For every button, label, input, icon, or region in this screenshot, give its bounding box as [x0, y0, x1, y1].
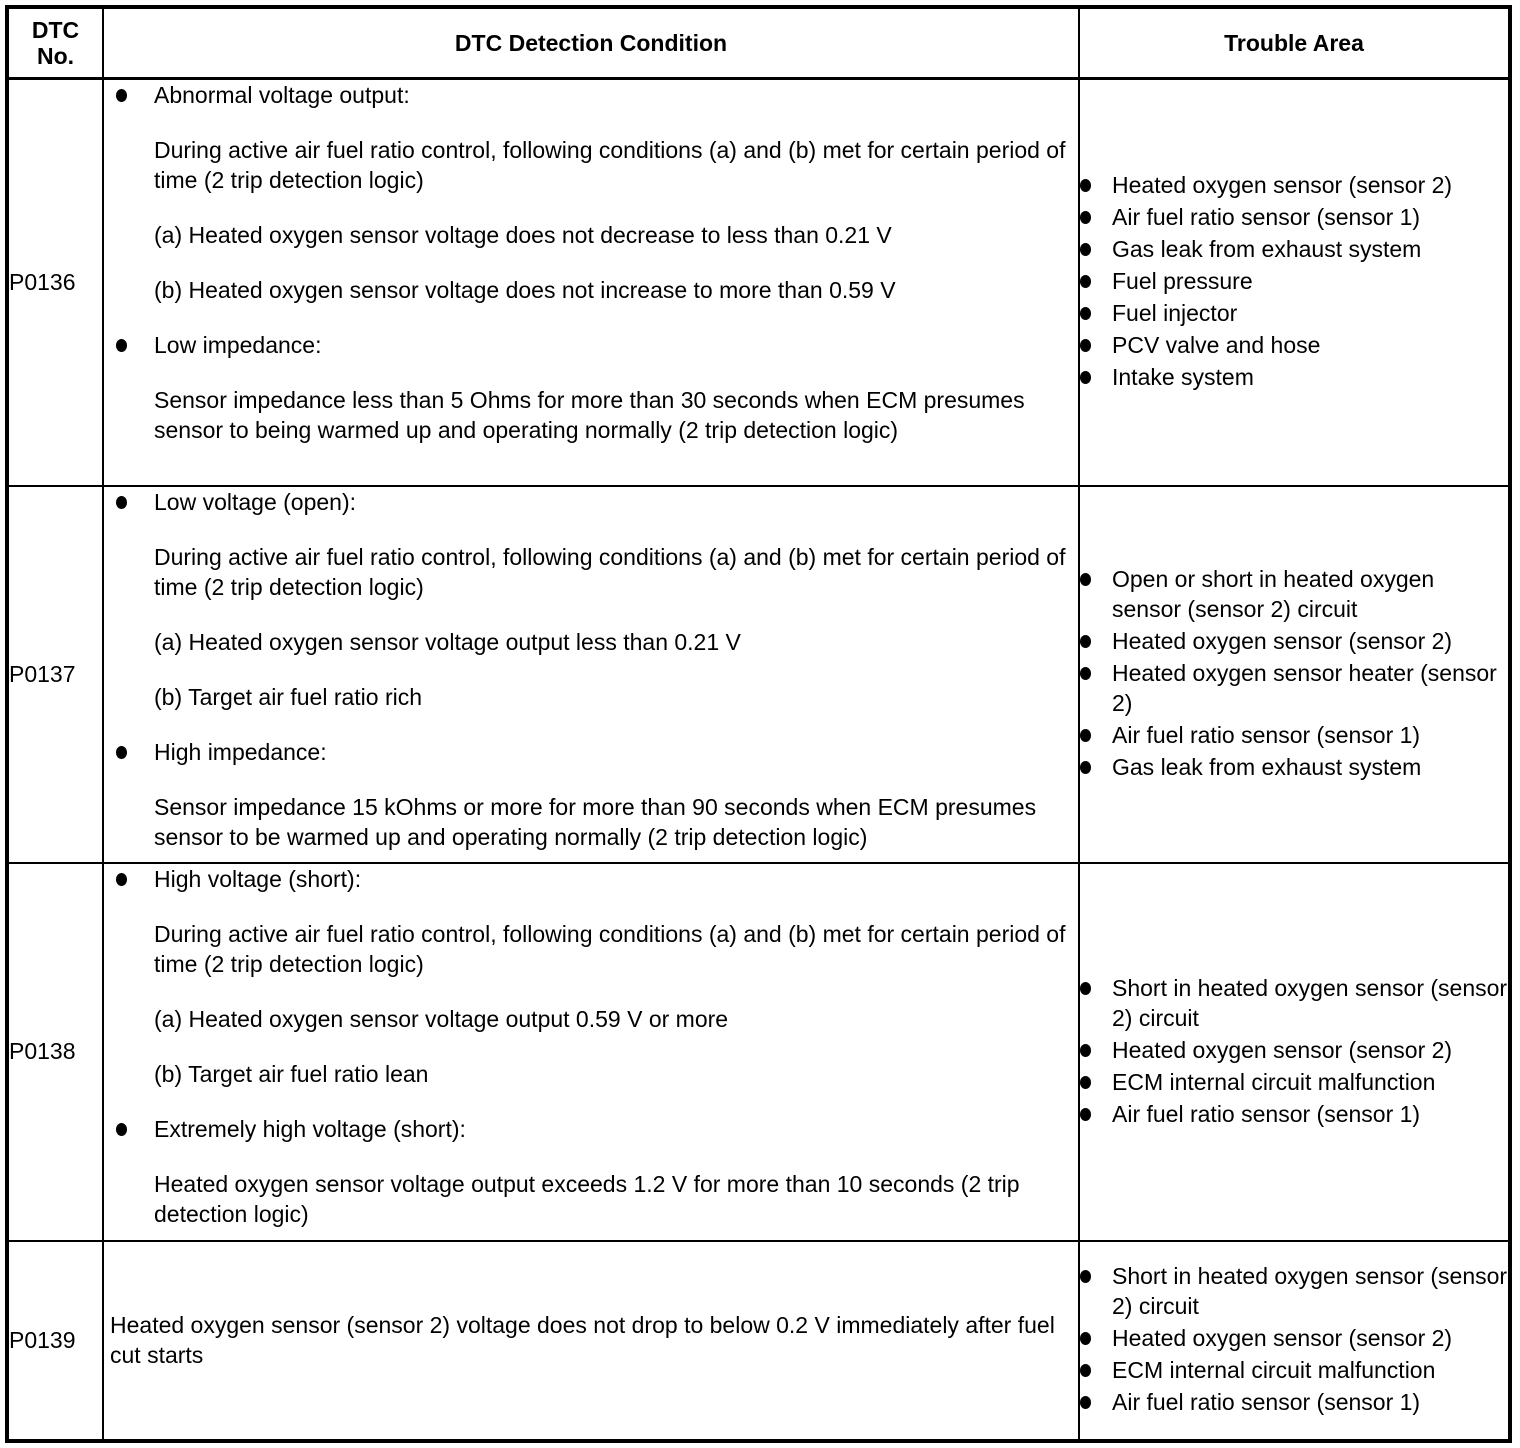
area-item: Air fuel ratio sensor (sensor 1) [1080, 720, 1508, 750]
area-item: Fuel injector [1080, 298, 1508, 328]
bullet-icon [1080, 1044, 1091, 1057]
bullet-icon [1080, 1270, 1091, 1283]
bullet-icon [116, 89, 127, 102]
dtc-code: P0137 [7, 486, 103, 863]
condition-title: Extremely high voltage (short): [154, 1115, 466, 1142]
detection-condition [103, 863, 1079, 1241]
bullet-icon [1080, 211, 1091, 224]
condition-title: Low voltage (open): [154, 488, 357, 515]
trouble-area [1079, 79, 1510, 486]
bullet-icon [116, 746, 127, 759]
area-item: Air fuel ratio sensor (sensor 1) [1080, 202, 1508, 232]
condition-title: Low impedance: [154, 332, 322, 358]
bullet-icon [1080, 1332, 1091, 1345]
condition-bullet [104, 487, 1078, 517]
area-item: Intake system [1080, 362, 1508, 392]
condition-b: (b) Target air fuel ratio lean [154, 1060, 429, 1087]
dtc-code: P0136 [7, 79, 103, 486]
trouble-area [1079, 486, 1510, 863]
header-dtc-no [7, 7, 103, 79]
table-row-p0138 [7, 863, 1510, 1241]
bullet-icon [1080, 573, 1091, 586]
trouble-area [1079, 863, 1510, 1241]
condition-text: Heated oxygen sensor voltage output exceeds 1.2 V for more than 10 seconds (2 trip detection logic) [154, 1170, 1020, 1227]
area-item: Heated oxygen sensor (sensor 2) [1080, 1035, 1508, 1065]
area-item: Open or short in heated oxygen sensor (sensor 2) circuit [1080, 564, 1508, 624]
area-item: Heated oxygen sensor (sensor 2) [1080, 1323, 1508, 1353]
area-item: ECM internal circuit malfunction [1080, 1067, 1508, 1097]
area-item: Short in heated oxygen sensor (sensor 2) circuit [1080, 973, 1508, 1033]
header-dtc-no-line2: No. [36, 43, 75, 69]
condition-text: Heated oxygen sensor (sensor 2) voltage does not drop to below 0.2 V immediately after fuel cut starts [110, 1312, 1055, 1368]
area-item: Air fuel ratio sensor (sensor 1) [1080, 1387, 1508, 1417]
bullet-icon [116, 873, 127, 886]
table-row-p0137 [7, 486, 1510, 863]
condition-text: Sensor impedance 15 kOhms or more for more than 90 seconds when ECM presumes sensor to be warmed up and operating normally (2 trip detection logic) [154, 793, 1037, 850]
area-item: Fuel pressure [1080, 266, 1508, 296]
bullet-icon [116, 339, 127, 352]
condition-text: During active air fuel ratio control, following conditions (a) and (b) met for certain period of time (2 trip detection logic) [154, 137, 1066, 193]
bullet-icon [1080, 729, 1091, 742]
header-dtc-no-line1: DTC [31, 17, 80, 43]
condition-text: During active air fuel ratio control, following conditions (a) and (b) met for certain period of time (2 trip detection logic) [154, 543, 1066, 600]
condition-a: (a) Heated oxygen sensor voltage output less than 0.21 V [154, 628, 741, 655]
bullet-icon [1080, 243, 1091, 256]
condition-title: High impedance: [154, 738, 327, 765]
header-condition: DTC Detection Condition [103, 7, 1079, 79]
area-item: ECM internal circuit malfunction [1080, 1355, 1508, 1385]
trouble-area [1079, 1241, 1510, 1441]
area-item: PCV valve and hose [1080, 330, 1508, 360]
bullet-icon [116, 496, 127, 509]
table-row-p0139 [7, 1241, 1510, 1441]
condition-text: During active air fuel ratio control, following conditions (a) and (b) met for certain period of time (2 trip detection logic) [154, 920, 1066, 977]
area-item: Air fuel ratio sensor (sensor 1) [1080, 1099, 1508, 1129]
bullet-icon [1080, 1396, 1091, 1409]
condition-b: (b) Heated oxygen sensor voltage does not increase to more than 0.59 V [154, 277, 896, 303]
area-item: Heated oxygen sensor (sensor 2) [1080, 170, 1508, 200]
bullet-icon [1080, 179, 1091, 192]
bullet-icon [1080, 982, 1091, 995]
detection-condition [103, 79, 1079, 486]
bullet-icon [1080, 1364, 1091, 1377]
area-item: Gas leak from exhaust system [1080, 752, 1508, 782]
bullet-icon [1080, 761, 1091, 774]
table-row-p0136 [7, 79, 1510, 486]
condition-title: Abnormal voltage output: [154, 82, 410, 108]
bullet-icon [1080, 635, 1091, 648]
dtc-table [5, 5, 1512, 1443]
condition-b: (b) Target air fuel ratio rich [154, 683, 423, 710]
bullet-icon [116, 1123, 127, 1136]
bullet-icon [1080, 275, 1091, 288]
header-row [7, 7, 1510, 79]
condition-a: (a) Heated oxygen sensor voltage does not decrease to less than 0.21 V [154, 222, 892, 248]
condition-bullet [104, 737, 1078, 767]
bullet-icon [1080, 339, 1091, 352]
bullet-icon [1080, 1108, 1091, 1121]
condition-bullet [104, 80, 1078, 110]
area-item: Short in heated oxygen sensor (sensor 2) circuit [1080, 1261, 1508, 1321]
condition-bullet [104, 330, 1078, 360]
condition-bullet [104, 864, 1078, 894]
condition-text: Sensor impedance less than 5 Ohms for more than 30 seconds when ECM presumes sensor to being warmed up and operating normally (2 trip detection logic) [154, 387, 1025, 443]
area-item: Heated oxygen sensor heater (sensor 2) [1080, 658, 1508, 718]
area-item: Gas leak from exhaust system [1080, 234, 1508, 264]
bullet-icon [1080, 667, 1091, 680]
condition-bullet [104, 1114, 1078, 1144]
dtc-code: P0138 [7, 863, 103, 1241]
header-trouble-area: Trouble Area [1079, 7, 1510, 79]
dtc-code: P0139 [7, 1241, 103, 1441]
bullet-icon [1080, 371, 1091, 384]
detection-condition [103, 486, 1079, 863]
condition-title: High voltage (short): [154, 865, 362, 892]
area-item: Heated oxygen sensor (sensor 2) [1080, 626, 1508, 656]
condition-a: (a) Heated oxygen sensor voltage output 0.59 V or more [154, 1005, 729, 1032]
bullet-icon [1080, 307, 1091, 320]
bullet-icon [1080, 1076, 1091, 1089]
detection-condition [103, 1241, 1079, 1441]
